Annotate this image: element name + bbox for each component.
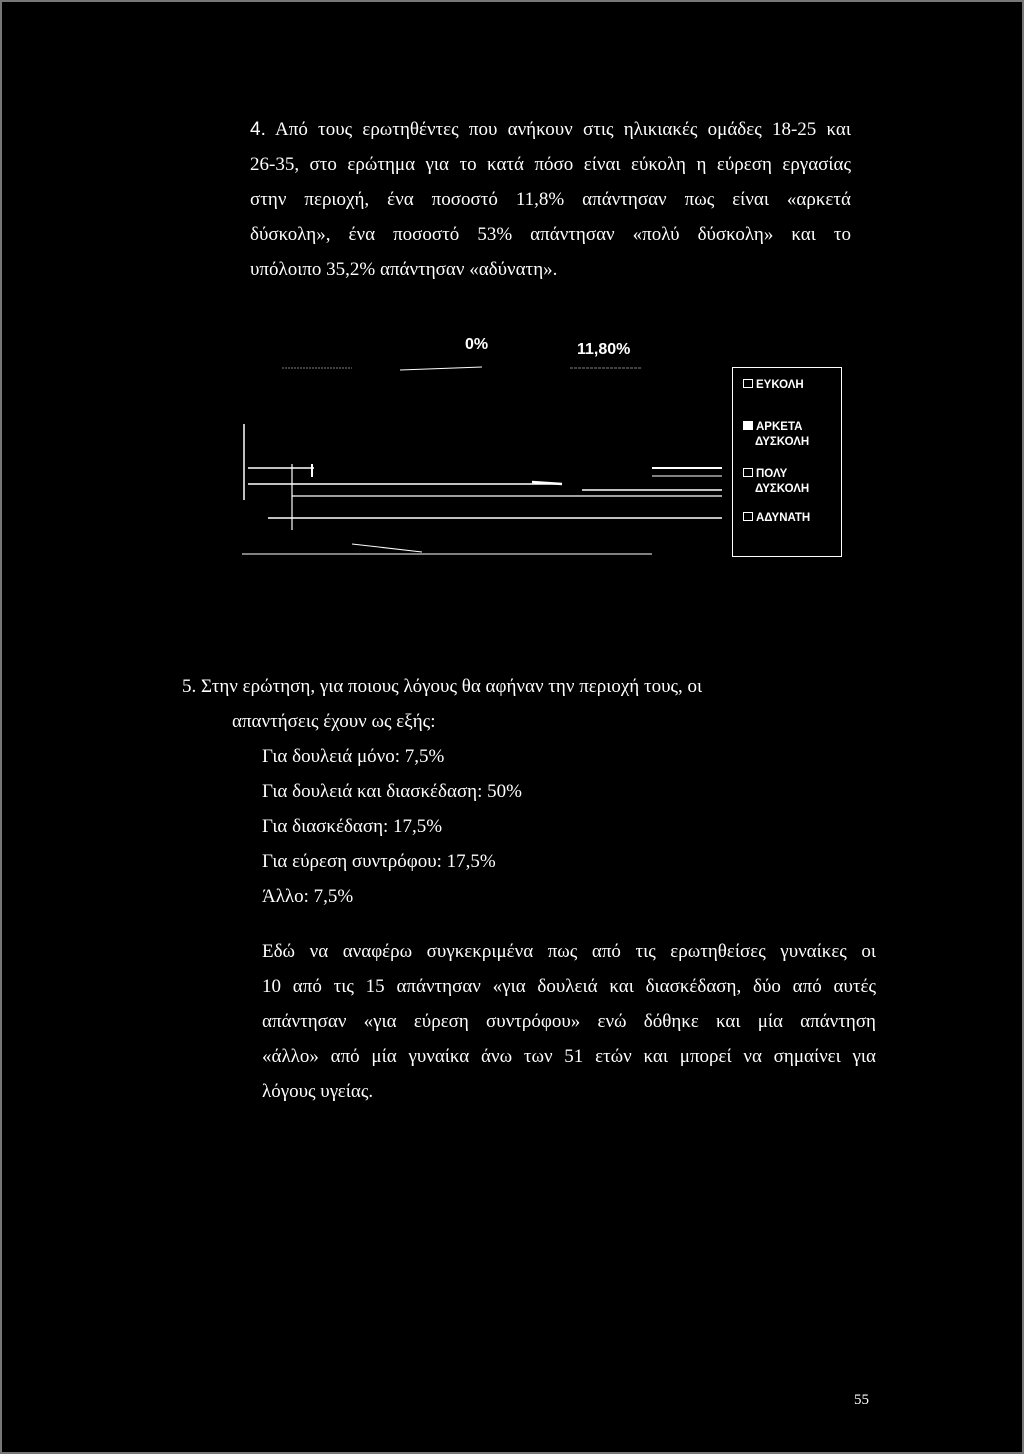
section-5-body-line-3: απάντησαν «για εύρεση συντρόφου» ενώ δόθηκε και μία απάντηση [262,1011,876,1032]
chart-legend [732,367,842,557]
legend-swatch-icon [743,468,753,477]
section-4-number: 4. [250,119,266,140]
section-5-item: Για δουλειά μόνο: 7,5% [262,746,445,767]
pie-chart [232,332,852,572]
page-number: 55 [854,1392,869,1408]
legend-item-arketa-dyskolh: ΑΡΚΕΤΑ ΔΥΣΚΟΛΗ [743,420,839,450]
section-4-paragraph [250,112,851,287]
section-5-paragraph [182,669,882,914]
section-5-body-line-2: 10 από τις 15 απάντησαν «για δουλειά και διασκέδαση, δύο από αυτές [262,976,876,997]
pie-label-0: 0% [465,336,489,353]
section-5-intro-line-2: απαντήσεις έχουν ως εξής: [232,711,436,732]
legend-swatch-icon [743,379,753,388]
legend-item-eykolh: ΕΥΚΟΛΗ [743,378,839,393]
section-5-intro-line-1: 5. Στην ερώτηση, για ποιους λόγους θα αφήναν την περιοχή τους, οι [182,676,703,697]
legend-item-poly-dyskolh: ΠΟΛΥ ΔΥΣΚΟΛΗ [743,467,839,497]
legend-swatch-icon [743,421,753,430]
section-4-line-4: δύσκολη», ένα ποσοστό 53% απάντησαν «πολύ δύσκολη» και το [250,224,851,245]
legend-swatch-icon [743,512,753,521]
section-5-body-line-5: λόγους υγείας. [262,1081,374,1102]
section-5-item: Άλλο: 7,5% [262,886,354,907]
chart-artifact-line [400,367,482,370]
section-5-body-line-1: Εδώ να αναφέρω συγκεκριμένα πως από τις ερωτηθείσες γυναίκες οι [262,941,876,962]
section-5-item: Για διασκέδαση: 17,5% [262,816,443,837]
section-4-line-2: 26-35, στο ερώτημα για το κατά πόσο είναι εύκολη η εύρεση εργασίας [250,154,851,175]
section-5-item: Για δουλειά και διασκέδαση: 50% [262,781,522,802]
section-4-line-5: υπόλοιπο 35,2% απάντησαν «αδύνατη». [250,259,558,280]
section-4-line-1: 4. Από τους ερωτηθέντες που ανήκουν στις ηλικιακές ομάδες 18-25 και [250,119,851,140]
pie-label-11-8: 11,80% [577,341,631,358]
chart-artifact-line [352,544,422,552]
section-5-body-line-4: «άλλο» από μία γυναίκα άνω των 51 ετών και μπορεί να σημαίνει για [262,1046,876,1067]
legend-item-adynath: ΑΔΥΝΑΤΗ [743,511,839,526]
section-4-line-3: στην περιοχή, ένα ποσοστό 11,8% απάντησαν πως είναι «αρκετά [250,189,851,210]
section-5-item: Για εύρεση συντρόφου: 17,5% [262,851,496,872]
section-5-body [262,934,876,1109]
